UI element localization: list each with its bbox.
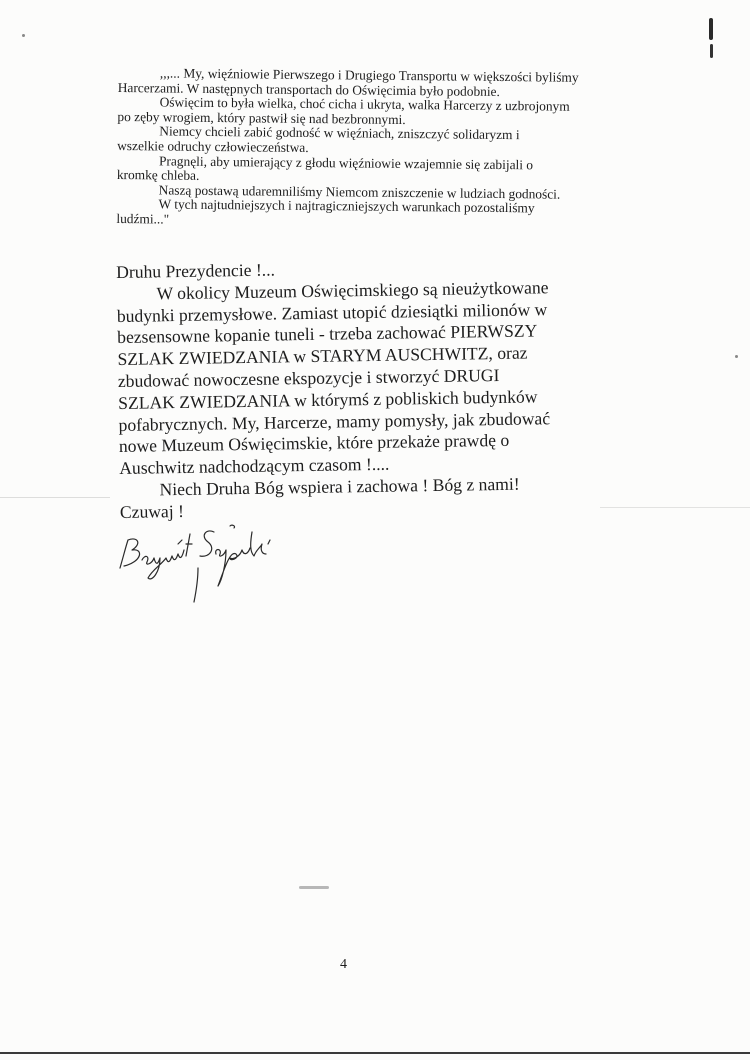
scan-speck xyxy=(735,355,738,358)
letter-line: pofabrycznych. My, Harcerze, mamy pomysły, jak zbudować xyxy=(118,407,551,435)
closing-line: Niech Druha Bóg wspiera i zachowa ! Bóg z nami! xyxy=(159,473,520,500)
quote-line: po zęby wrogiem, który pastwił się nad bezbronnymi. xyxy=(117,108,406,127)
quote-line: Pragnęli, aby umierający z głodu więźniowie wzajemnie się zabijali o xyxy=(158,152,534,172)
salutation: Druhu Prezydencie !... xyxy=(116,259,276,282)
quoted-passage xyxy=(116,66,658,232)
page-bottom-edge xyxy=(0,1052,750,1054)
quote-line: wszelkie odruchy człowieczeństwa. xyxy=(117,137,309,155)
quote-line: ludźmi..." xyxy=(116,210,170,227)
scan-fold-line-left xyxy=(0,497,110,498)
quote-line: W tych najtudniejszych i najtragiczniejszych warunkach pozostaliśmy xyxy=(158,196,535,216)
letter-line: Auschwitz nadchodzącym czasom !.... xyxy=(119,453,390,479)
letter-line: nowe Muzeum Oświęcimskie, które przekaże prawdę o xyxy=(118,430,510,457)
handwritten-signature xyxy=(112,520,272,610)
letter-line: budynki przemysłowe. Zamiast utopić dziesiątki milionów w xyxy=(116,298,548,326)
quote-line: Oświęcim to była wielka, choć cicha i ukryta, walka Harcerzy z uzbrojonym xyxy=(159,94,570,114)
letter-line: SZLAK ZWIEDZANIA w którymś z pobliskich budynków xyxy=(118,386,538,413)
letter-line: SZLAK ZWIEDZANIA w STARYM AUSCHWITZ, oraz xyxy=(117,342,528,370)
scan-speck xyxy=(299,886,329,889)
quote-line: kromkę chleba. xyxy=(116,167,200,184)
quote-line: ,,,... My, więźniowie Pierwszego i Drugiego Transportu w większości byliśmy xyxy=(159,65,579,85)
sign-off: Czuwaj ! xyxy=(119,500,185,522)
letter-body xyxy=(116,254,660,524)
scan-speck xyxy=(22,34,25,37)
punch-hole-mark-top xyxy=(709,18,713,40)
letter-line: bezsensowne kopanie tuneli - trzeba zachować PIERWSZY xyxy=(117,320,538,348)
page-number: 4 xyxy=(340,957,347,972)
punch-hole-mark-bottom xyxy=(710,44,713,58)
quote-line: Niemcy chcieli zabić godność w więźniach, zniszczyć solidaryzm i xyxy=(159,123,520,143)
letter-line: W okolicy Muzeum Oświęcimskiego są nieużytkowane xyxy=(156,277,549,304)
quote-line: Naszą postawą udaremniliśmy Niemcom zniszczenie w ludziach godności. xyxy=(158,182,561,202)
letter-line: zbudować nowoczesne ekspozycje i stworzyć DRUGI xyxy=(117,364,500,391)
quote-line: Harcerzami. W następnych transportach do Oświęcimia było podobnie. xyxy=(117,79,500,99)
